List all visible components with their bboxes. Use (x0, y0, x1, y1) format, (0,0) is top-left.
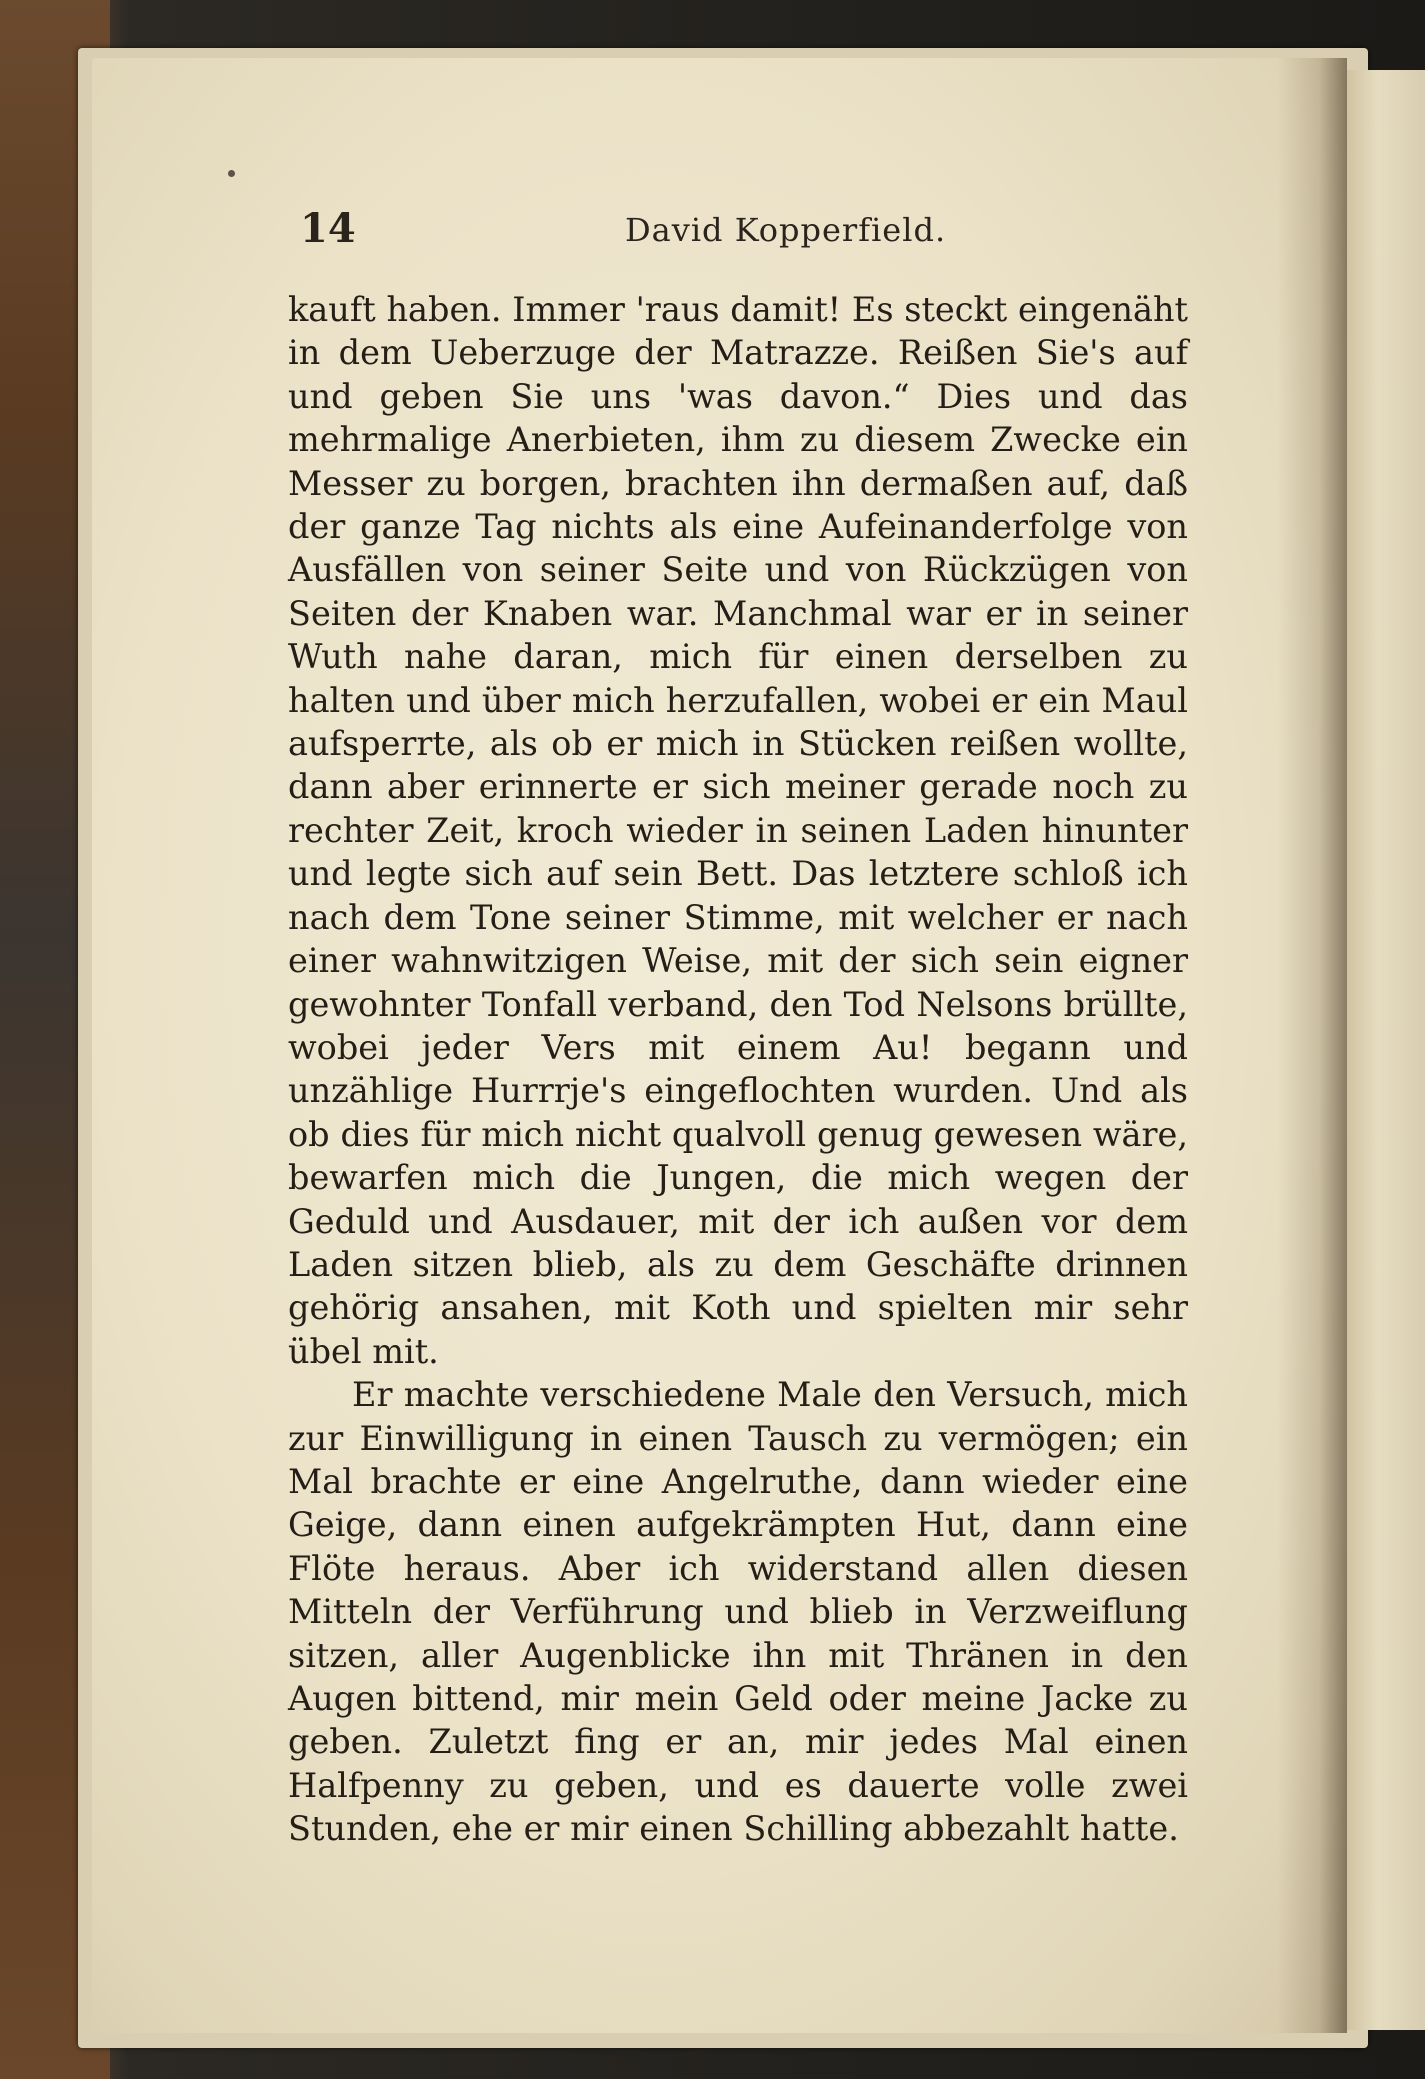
adjacent-page-edge (1347, 70, 1425, 2030)
page-gutter-shadow (1277, 58, 1347, 2033)
paragraph: Er machte verschiedene Male den Versuch, mich zur Einwilligung in einen Tausch zu vermögen; ein Mal brachte er eine Angelruthe, dann wieder eine Geige, dann einen aufgekrämpten Hut, dann eine Flöte heraus. Aber ich widerstand allen diesen Mitteln der Verführung und blieb in Verzweiflung sitzen, aller Augenblicke ihn mit Thränen in den Augen bittend, mir mein Geld oder meine Jacke zu geben. Zuletzt fing er an, mir jedes Mal einen Halfpenny zu geben, und es dauerte volle zwei Stunden, ehe er mir einen Schilling abbezahlt hatte. (288, 1375, 1188, 1849)
running-head (300, 205, 1200, 255)
paper-speck (228, 170, 235, 177)
body-text (288, 288, 1188, 1851)
page-number: 14 (300, 205, 356, 252)
paragraph: kauft haben. Immer 'raus damit! Es steckt eingenäht in dem Ueberzuge der Matrazze. Reißen Sie's auf und geben Sie uns 'was davon.“ Dies und das mehrmalige Anerbieten, ihm zu diesem Zwecke ein Messer zu borgen, brachten ihn dermaßen auf, daß der ganze Tag nichts als eine Aufeinanderfolge von Ausfällen von seiner Seite und von Rückzügen von Seiten der Knaben war. Manchmal war er in seiner Wuth nahe daran, mich für einen derselben zu halten und über mich herzufallen, wobei er ein Maul aufsperrte, als ob er mich in Stücken reißen wollte, dann aber erinnerte er sich meiner gerade noch zu rechter Zeit, kroch wieder in seinen Laden hinunter und legte sich auf sein Bett. Das letztere schloß ich nach dem Tone seiner Stimme, mit welcher er nach einer wahnwitzigen Weise, mit der sich sein eigner gewohnter Tonfall verband, den Tod Nelsons brüllte, wobei jeder Vers mit einem Au! begann und unzählige Hurrrje's eingeflochten wurden. Und als ob dies für mich nicht qualvoll genug gewesen wäre, bewarfen mich die Jungen, die mich wegen der Geduld und Ausdauer, mit der ich außen vor dem Laden sitzen blieb, als zu dem Geschäfte drinnen gehörig ansahen, mit Koth und spielten mir sehr übel mit. (288, 290, 1188, 1371)
running-title: David Kopperfield. (625, 211, 947, 249)
